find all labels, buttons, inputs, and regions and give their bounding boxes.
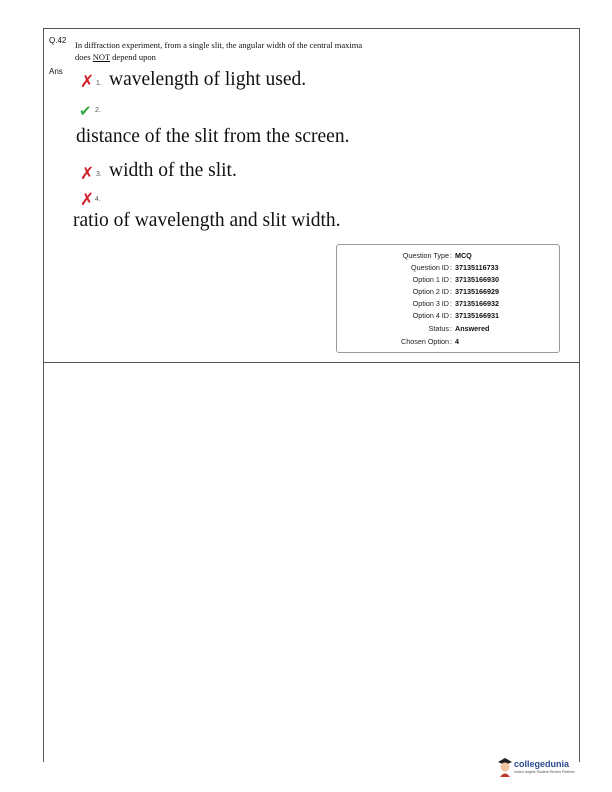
answer-label: Ans [49, 67, 63, 76]
logo-tagline: India's largest Student Review Platform [514, 770, 575, 774]
question-text [75, 39, 435, 63]
question-number: Q.42 [49, 36, 67, 45]
meta-chosen-option: Chosen Option : 4 [401, 337, 459, 346]
option-4-text: ratio of wavelength and slit width. [73, 210, 341, 231]
option-4-number: 4. [95, 196, 101, 203]
option-1-text: wavelength of light used. [109, 69, 307, 90]
meta-question-id: Question ID : 37135116733 [411, 263, 499, 272]
question-text-line2: does NOT depend upon [75, 52, 156, 62]
cross-icon: ✗ [80, 190, 95, 210]
meta-option2-id: Option 2 ID : 37135166929 [412, 287, 499, 296]
question-meta-panel [336, 244, 560, 353]
option-2-text: distance of the slit from the screen. [76, 126, 350, 147]
meta-option4-id: Option 4 ID : 37135166931 [412, 311, 499, 320]
collegedunia-logo [497, 756, 577, 778]
cross-icon: ✗ [80, 164, 95, 184]
meta-option3-id: Option 3 ID : 37135166932 [412, 299, 499, 308]
option-1-number: 1. [96, 80, 102, 87]
meta-status: Status : Answered [428, 324, 490, 333]
emphasis-not: NOT [92, 52, 111, 62]
meta-question-type: Question Type : MCQ [402, 251, 472, 260]
cross-icon: ✗ [80, 72, 95, 92]
question-text-line1: In diffraction experiment, from a single slit, the angular width of the central maxima [75, 40, 363, 50]
meta-option1-id: Option 1 ID : 37135166930 [412, 275, 499, 284]
check-icon: ✔ [79, 102, 92, 120]
student-mascot-icon [497, 757, 513, 777]
option-3-number: 3. [96, 171, 102, 178]
option-3-text: width of the slit. [109, 160, 237, 181]
logo-name: collegedunia [514, 759, 570, 769]
option-2-number: 2. [95, 107, 101, 114]
